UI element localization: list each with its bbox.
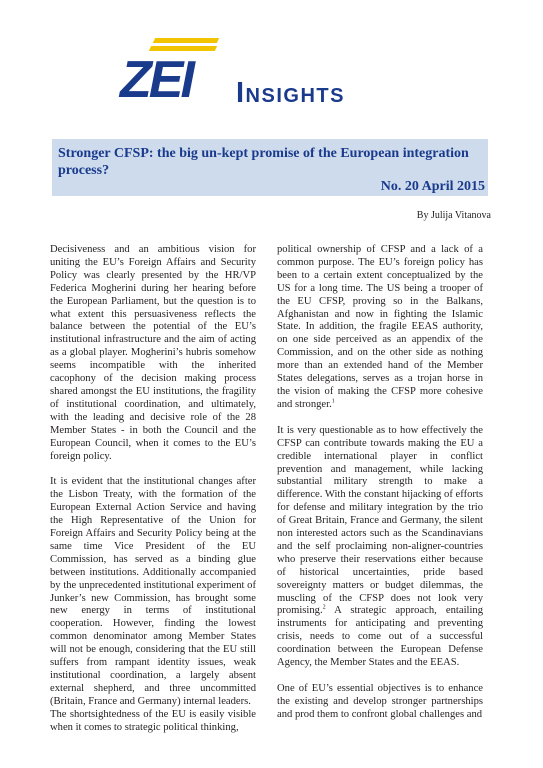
footnote-ref[interactable]: 1 [331, 398, 335, 405]
logo-mark: ZEI [120, 51, 192, 109]
paragraph: It is evident that the institutional changes after the Lisbon Treaty, with the formation of the European External Action Service and having the High Representative of the Union for Foreign Affairs and Security Policy being at the same time Vice President of the EU Commission, has served as a binding glue between institutions. Additionally accompanied by the unprecedented institutional experiment of Junker’s new Commission, has brought some new energy in terms of institutional cooperation. However, finding the lowest common denominator among Member States will not be enough, considering that the EU still suffers from rampant identity issues, weak institutional coordination, a largely absent external shepherd, and three uncommitted (Britain, France and Germany) internal leaders. [50, 476, 256, 707]
logo-text: Insights [236, 77, 345, 109]
paragraph: Decisiveness and an ambitious vision for uniting the EU’s Foreign Affairs and Security Policy was clearly presented by the HR/VP Federica Mogherini during her hearing before the European Parliament, but the question is to what extent this persuasiveness reflects the balance between the potential of the EU’s institutional infrastructure and the aim of acting as a global player. Mogherini’s hubris somehow seems incompatible with the inherited cacophony of the decision making process shared amongst the EU institutions, the fragility of institutional coordination, and ultimately, with the leading and decisive role of the 28 Member States - in both the Council and the European Council, when it comes to the EU’s foreign policy. [50, 244, 256, 462]
paragraph [277, 244, 483, 412]
article-title: Stronger CFSP: the big un-kept promise of the European integration process? [58, 146, 469, 178]
zei-insights-logo [112, 38, 452, 108]
author-byline: By Julija Vitanova [416, 210, 491, 221]
issue-number-date: No. 20 April 2015 [380, 179, 485, 194]
logo-stripe-top [153, 38, 219, 43]
paragraph [277, 425, 483, 670]
paragraph-text: political ownership of CFSP and a lack of a common purpose. The EU’s foreign policy has been to a certain extent conceptualized by the US for a long time. The US being a trooper of the EU CFSP, proving so in the Balkans, Afghanistan and now in fighting the Islamic State. In addition, the fragile EEAS authority, on one side perceived as an appendix of the Commission, and on the other side as nothing more than an extended hand of the Member States delegations, serves as a trojan horse in the vision of making the CFSP more cohesive and stronger. [277, 244, 483, 410]
footnote-ref[interactable]: 2 [322, 604, 326, 611]
logo-stripes [148, 38, 220, 52]
paragraph-text: It is very questionable as to how effectively the CFSP can contribute towards making the EU a credible international player in conflict prevention and management, while lacking substantial military strength to make a difference. With the constant hijacking of efforts for defense and military integration by the trio of Great Britain, France and Germany, the silent non interested actors such as the Scandinavians and the self proclaiming non-aligner-countries who preserve their reservations either because of historical uncertainties, pride based sovereignty matters or budget dilemmas, the muscling of the CFSP does not look very promising. [277, 424, 483, 617]
left-column [50, 244, 256, 748]
paragraph-text: A strategic approach, entailing instruments for anticipating and preventing crisis, needs to come out of a successful coordination between the European Defense Agency, the Member States and the EEAS. [277, 605, 483, 669]
paragraph: The shortsightedness of the EU is easily visible when it comes to strategic political thinking, [50, 708, 256, 733]
paragraph: One of EU’s essential objectives is to enhance the existing and develop stronger partnerships and prod them to confront global challenges and [277, 683, 483, 720]
right-column [277, 244, 483, 735]
